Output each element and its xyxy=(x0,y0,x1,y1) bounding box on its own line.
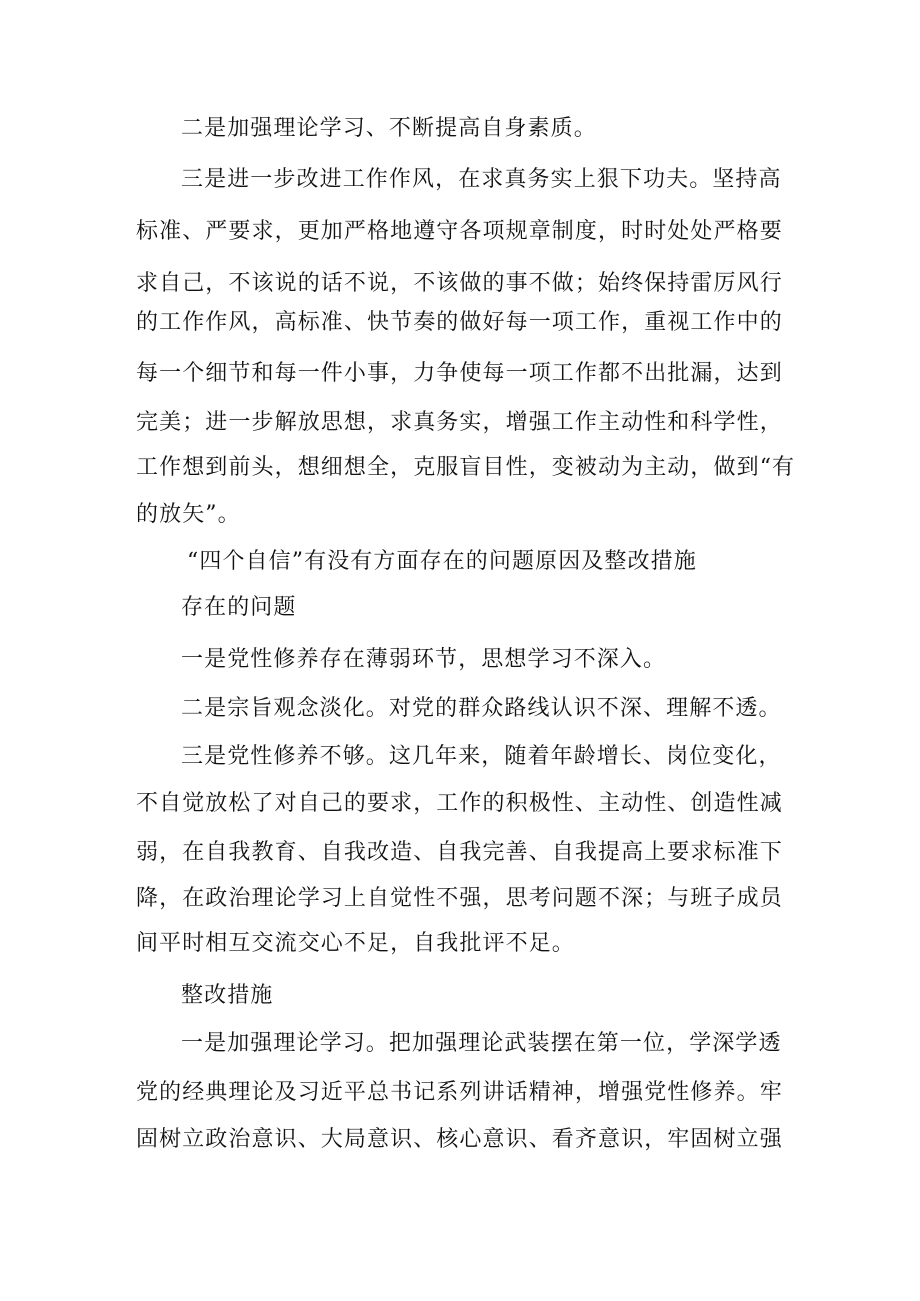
paragraph-line: 的放矢”。 xyxy=(136,502,241,527)
paragraph-line: 一是加强理论学习。把加强理论武装摆在第一位，学深学透 xyxy=(181,1031,782,1056)
paragraph-line: 固树立政治意识、大局意识、核心意识、看齐意识，牢固树立强 xyxy=(136,1127,783,1152)
section-heading: “四个自信”有没有方面存在的问题原因及整改措施 xyxy=(187,549,697,574)
paragraph-line: 不自觉放松了对自己的要求，工作的积极性、主动性、创造性减 xyxy=(136,791,783,816)
paragraph-line: 每一个细节和每一件小事，力争使每一项工作都不出批漏，达到 xyxy=(136,361,783,386)
paragraph-line: 弱，在自我教育、自我改造、自我完善、自我提高上要求标准下 xyxy=(136,840,783,865)
paragraph-line: 完美；进一步解放思想，求真务实，增强工作主动性和科学性， xyxy=(136,410,783,435)
paragraph-line: 间平时相互交流交心不足，自我批评不足。 xyxy=(136,931,575,956)
paragraph-line: 降，在政治理论学习上自觉性不强，思考问题不深；与班子成员 xyxy=(136,886,783,911)
paragraph-line: 三是进一步改进工作作风，在求真务实上狠下功夫。坚持高 xyxy=(181,167,782,192)
paragraph-line: 标准、严要求，更加严格地遵守各项规章制度，时时处处严格要 xyxy=(136,219,783,244)
paragraph-line: 一是党性修养存在薄弱环节，思想学习不深入。 xyxy=(181,647,667,672)
paragraph-line: 的工作作风，高标准、快节奏的做好每一项工作，重视工作中的 xyxy=(136,310,783,335)
subsection-heading: 整改措施 xyxy=(181,983,274,1008)
paragraph-line: 求自己，不该说的话不说，不该做的事不做；始终保持雷厉风行 xyxy=(136,271,783,296)
paragraph-line: 三是党性修养不够。这几年来，随着年龄增长、岗位变化， xyxy=(181,744,782,769)
paragraph-line: 工作想到前头，想细想全，克服盲目性，变被动为主动，做到“有 xyxy=(136,455,796,480)
subsection-heading: 存在的问题 xyxy=(181,595,297,620)
paragraph-line: 二是宗旨观念淡化。对党的群众路线认识不深、理解不透。 xyxy=(181,696,782,721)
paragraph-line: 二是加强理论学习、不断提高自身素质。 xyxy=(181,116,597,141)
paragraph-line: 党的经典理论及习近平总书记系列讲话精神，增强党性修养。牢 xyxy=(136,1080,783,1105)
